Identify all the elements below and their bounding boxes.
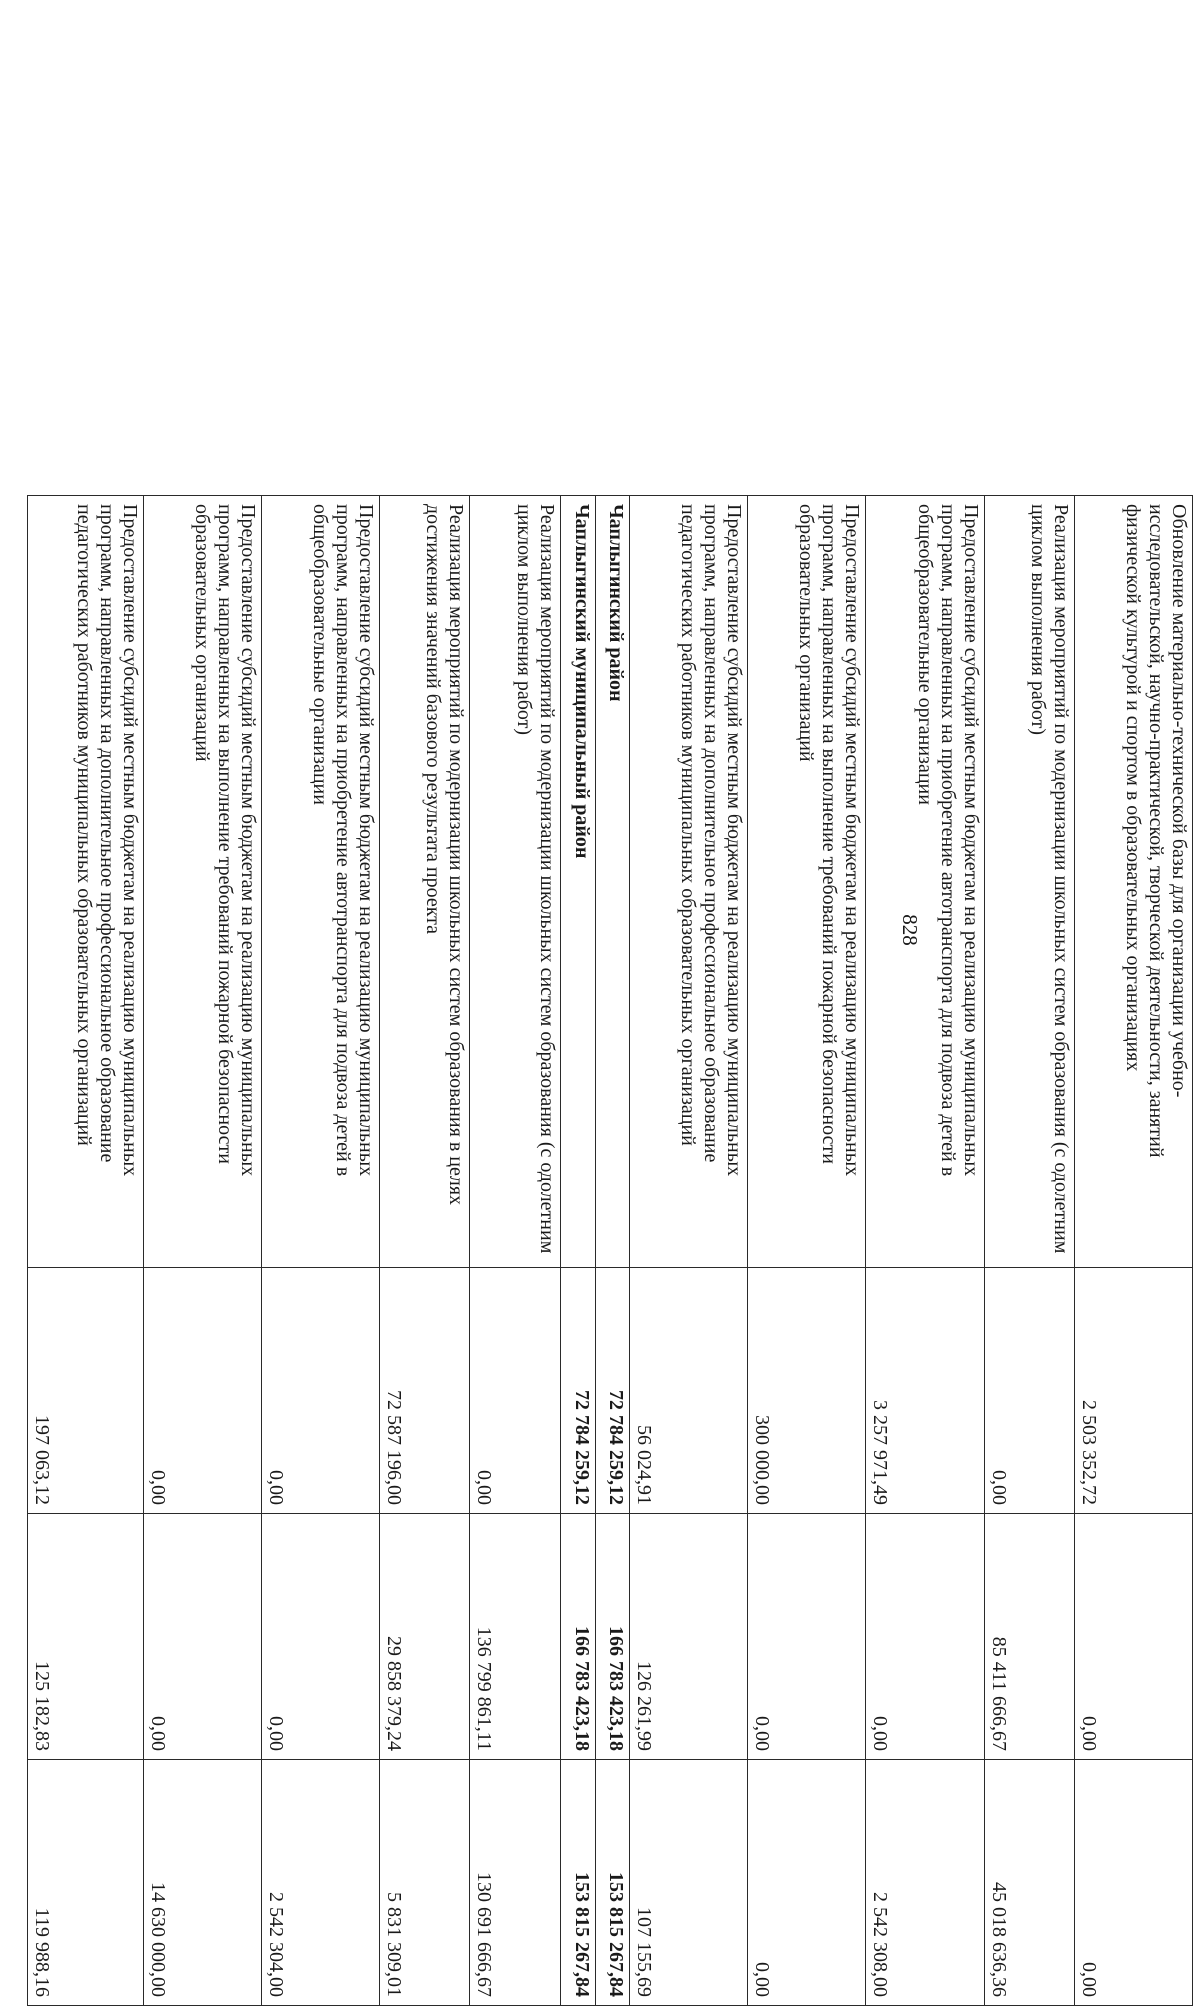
row-value-2-cell: 0,00 bbox=[866, 1514, 984, 1760]
row-value-1-cell: 0,00 bbox=[470, 1268, 560, 1514]
row-value-1-cell: 300 000,00 bbox=[748, 1268, 866, 1514]
row-value-3-cell: 2 542 308,00 bbox=[866, 1760, 984, 2006]
row-value-1-cell: 72 587 196,00 bbox=[380, 1268, 470, 1514]
row-value-3-cell: 45 018 636,36 bbox=[984, 1760, 1074, 2006]
table-row bbox=[143, 496, 261, 2006]
page-number: 828 bbox=[898, 914, 922, 946]
row-value-2-cell: 29 858 379,24 bbox=[380, 1514, 470, 1760]
row-name-cell: Чаплыгинский район bbox=[595, 496, 630, 1268]
row-name-cell: Предоставление субсидий местным бюджетам на реализацию муниципальных программ, направленных на приобретение автотранспорта для подвоза детей в общеобразовательные организации bbox=[262, 496, 380, 1268]
row-value-3-cell: 107 155,69 bbox=[630, 1760, 748, 2006]
row-value-2-cell: 166 783 423,18 bbox=[595, 1514, 630, 1760]
row-value-1-cell: 0,00 bbox=[984, 1268, 1074, 1514]
row-value-3-cell: 0,00 bbox=[1074, 1760, 1192, 2006]
table-row bbox=[630, 496, 748, 2006]
table-row bbox=[470, 496, 560, 2006]
table-row bbox=[380, 496, 470, 2006]
row-name-cell: Реализация мероприятий по модернизации школьных систем образования (с одолетним циклом выполнения работ) bbox=[470, 496, 560, 1268]
row-name-cell: Чаплыгинский муниципальный район bbox=[560, 496, 595, 1268]
row-value-3-cell: 153 815 267,84 bbox=[595, 1760, 630, 2006]
row-value-3-cell: 153 815 267,84 bbox=[560, 1760, 595, 2006]
budget-table bbox=[27, 495, 1193, 2006]
row-name-cell: Предоставление субсидий местным бюджетам на реализацию муниципальных программ, направленных на дополнительное профессиональное образование педагогических работников муниципальных образовательных организаций bbox=[630, 496, 748, 1268]
row-name-cell: Предоставление субсидий местным бюджетам на реализацию муниципальных программ, направленных на выполнение требований пожарной безопасности образовательных организаций bbox=[748, 496, 866, 1268]
table-row bbox=[1074, 496, 1192, 2006]
row-value-2-cell: 166 783 423,18 bbox=[560, 1514, 595, 1760]
row-value-1-cell: 197 063,12 bbox=[28, 1268, 144, 1514]
row-value-3-cell: 5 831 309,01 bbox=[380, 1760, 470, 2006]
row-value-2-cell: 126 261,99 bbox=[630, 1514, 748, 1760]
table-row bbox=[984, 496, 1074, 2006]
row-value-2-cell: 0,00 bbox=[748, 1514, 866, 1760]
table-row bbox=[560, 496, 595, 2006]
row-value-1-cell: 72 784 259,12 bbox=[560, 1268, 595, 1514]
table-row bbox=[866, 496, 984, 2006]
row-name-cell: Предоставление субсидий местным бюджетам на реализацию муниципальных программ, направленных на дополнительное профессиональное образование педагогических работников муниципальных образовательных организаций bbox=[28, 496, 144, 1268]
row-value-3-cell: 2 542 304,00 bbox=[262, 1760, 380, 2006]
row-value-1-cell: 3 257 971,49 bbox=[866, 1268, 984, 1514]
row-value-2-cell: 0,00 bbox=[262, 1514, 380, 1760]
row-value-2-cell: 0,00 bbox=[143, 1514, 261, 1760]
row-value-1-cell: 72 784 259,12 bbox=[595, 1268, 630, 1514]
table-row bbox=[595, 496, 630, 2006]
row-name-cell: Реализация мероприятий по модернизации школьных систем образования (с одолетним циклом выполнения работ) bbox=[984, 496, 1074, 1268]
row-value-3-cell: 14 630 000,00 bbox=[143, 1760, 261, 2006]
row-value-2-cell: 125 182,83 bbox=[28, 1514, 144, 1760]
row-value-1-cell: 56 024,91 bbox=[630, 1268, 748, 1514]
row-value-2-cell: 0,00 bbox=[1074, 1514, 1192, 1760]
row-value-2-cell: 136 799 861,11 bbox=[470, 1514, 560, 1760]
row-value-3-cell: 0,00 bbox=[748, 1760, 866, 2006]
table-row bbox=[28, 496, 144, 2006]
row-value-1-cell: 0,00 bbox=[262, 1268, 380, 1514]
row-value-1-cell: 2 503 352,72 bbox=[1074, 1268, 1192, 1514]
row-name-cell: Предоставление субсидий местным бюджетам на реализацию муниципальных программ, направленных на выполнение требований пожарной безопасности образовательных организаций bbox=[143, 496, 261, 1268]
table-row bbox=[748, 496, 866, 2006]
table-row bbox=[262, 496, 380, 2006]
budget-table-container bbox=[27, 495, 1193, 2005]
budget-table-body bbox=[28, 496, 1193, 2006]
row-name-cell: Реализация мероприятий по модернизации школьных систем образования в целях достижения значений базового результата проекта bbox=[380, 496, 470, 1268]
row-value-3-cell: 130 691 666,67 bbox=[470, 1760, 560, 2006]
row-value-3-cell: 119 988,16 bbox=[28, 1760, 144, 2006]
row-value-2-cell: 85 411 666,67 bbox=[984, 1514, 1074, 1760]
row-value-1-cell: 0,00 bbox=[143, 1268, 261, 1514]
row-name-cell: Предоставление субсидий местным бюджетам на реализацию муниципальных программ, направленных на приобретение автотранспорта для подвоза детей в общеобразовательные организации bbox=[866, 496, 984, 1268]
row-name-cell: Обновление материально-технической базы для организации учебно-исследовательской, научно-практической, творческой деятельности, занятий физической культурой и спортом в образовательных организациях bbox=[1074, 496, 1192, 1268]
